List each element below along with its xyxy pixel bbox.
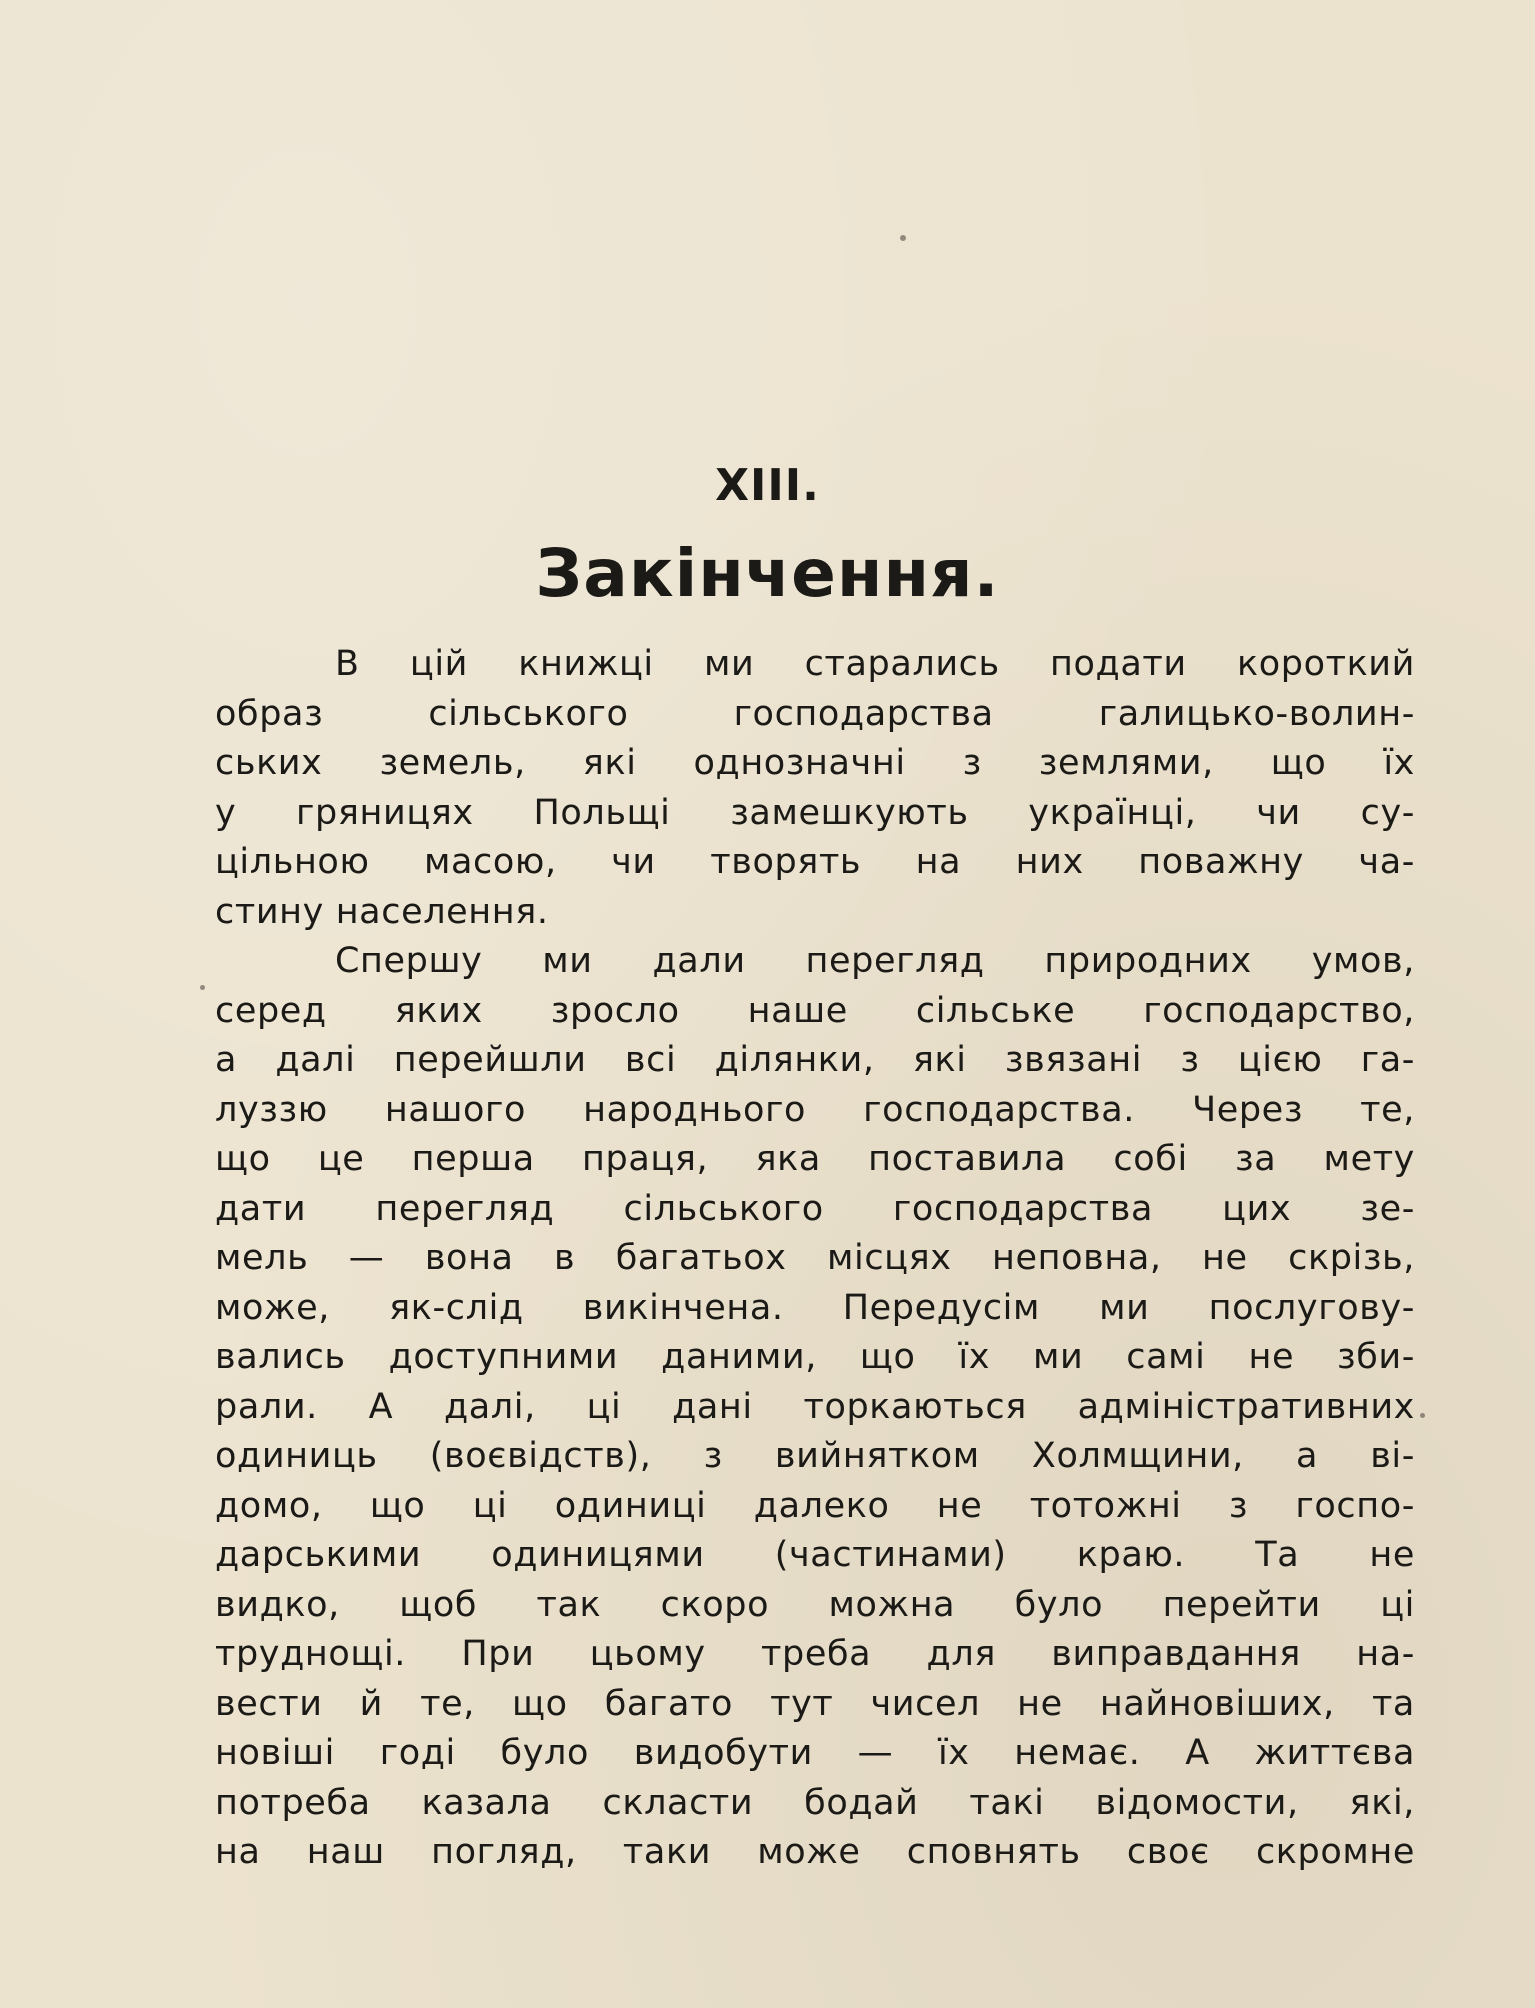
text-line: рали. А далі, ці дані торкаються адміністративних — [215, 1386, 1415, 1427]
chapter-number: XIII. — [715, 460, 820, 511]
text-line: дати перегляд сільського господарства цих зе- — [215, 1188, 1415, 1229]
text-line: ських земель, які однозначні з землями, що їх — [215, 743, 1415, 783]
text-line: дарськими одиницями (частинами) краю. Та не — [215, 1535, 1415, 1575]
text-line: потреба казала скласти бодай такі відомости, які, — [215, 1782, 1415, 1823]
text-line: може, як-слід викінчена. Передусім ми послугову- — [215, 1287, 1415, 1328]
paper-speck — [1420, 1413, 1425, 1418]
text-line: а далі перейшли всі ділянки, які звязані з цією га- — [215, 1040, 1415, 1080]
body-text — [215, 640, 1415, 1878]
text-line: труднощі. При цьому треба для виправдання на- — [215, 1634, 1415, 1674]
text-line: домо, що ці одиниці далеко не тотожні з госпо- — [215, 1485, 1415, 1526]
text-line: мель — вона в багатьох місцях неповна, не скрізь, — [215, 1238, 1415, 1278]
text-line: вести й те, що багато тут чисел не найновіших, та — [215, 1683, 1415, 1724]
text-line: луззю нашого народнього господарства. Через те, — [215, 1089, 1415, 1130]
text-line: вались доступними даними, що їх ми самі не зби- — [215, 1337, 1415, 1377]
text-line: новіші годі було видобути — їх немає. А життєва — [215, 1733, 1415, 1773]
text-line: видко, щоб так скоро можна було перейти ці — [215, 1584, 1415, 1625]
text-line: стину населення. — [215, 891, 549, 932]
paper-speck — [200, 985, 205, 990]
text-line: серед яких зросло наше сільське господарство, — [215, 990, 1415, 1031]
paper-speck — [900, 235, 906, 241]
text-line: цільною масою, чи творять на них поважну ча- — [215, 842, 1415, 882]
text-line: у гряницях Польщі замешкують українці, чи су- — [215, 792, 1415, 833]
text-line: образ сільського господарства галицько-волин- — [215, 693, 1415, 734]
text-line: Спершу ми дали перегляд природних умов, — [335, 941, 1415, 981]
text-line: одиниць (воєвідств), з вийнятком Холмщини, а ві- — [215, 1436, 1415, 1476]
text-line: на наш погляд, таки може сповнять своє скромне — [215, 1832, 1415, 1872]
text-line: В цій книжці ми старались подати короткий — [335, 644, 1415, 684]
chapter-title: Закінчення. — [535, 535, 1000, 612]
text-line: що це перша праця, яка поставила собі за мету — [215, 1139, 1415, 1179]
